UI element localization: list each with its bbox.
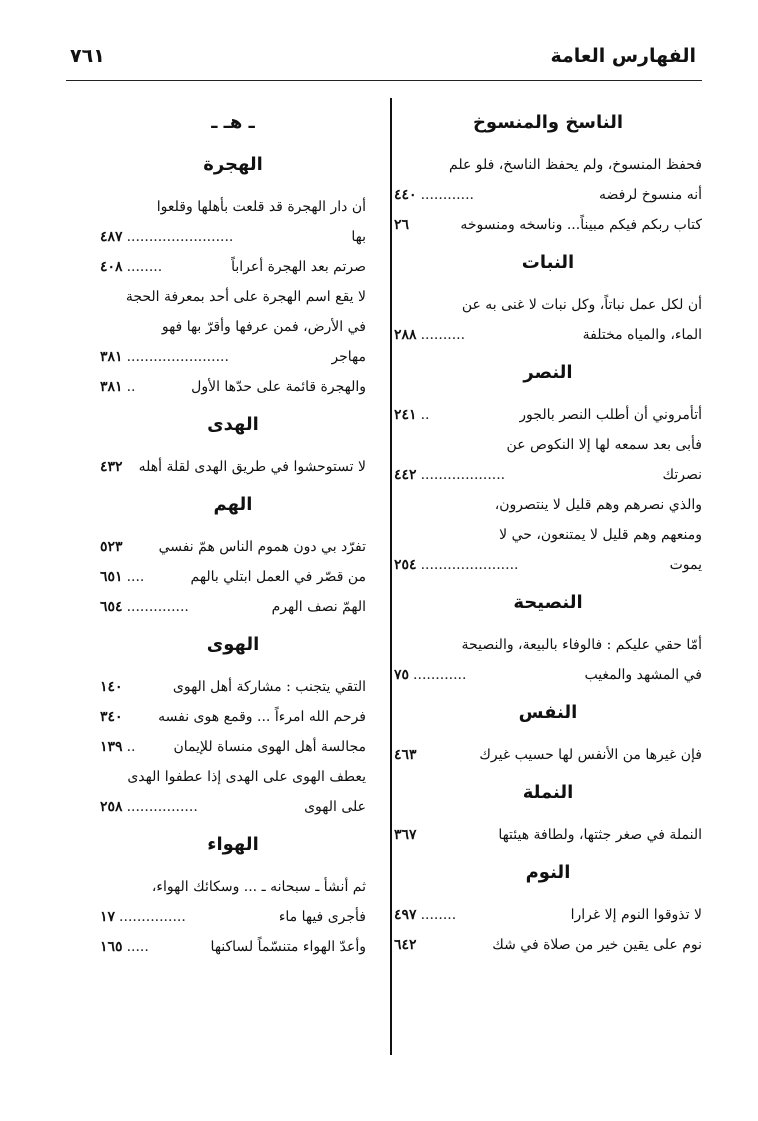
entry-locator [100, 732, 139, 762]
index-entry [100, 532, 366, 562]
entry-row [100, 732, 366, 762]
entry-text: أنه منسوخ لرفضه [598, 187, 702, 203]
entry-locator [100, 252, 166, 282]
entry-text: فحفظ المنسوخ، ولم يحفظ الناسخ، فلو علم [449, 157, 702, 173]
entry-text: صرتم بعد الهجرة أعراباً [231, 259, 366, 275]
entry-text: يعطف الهوى على الهدى إذا عطفوا الهدى [127, 769, 366, 785]
entry-text: لا تذوقوا النوم إلا غرارا [570, 907, 702, 923]
entry-text: بها [351, 229, 366, 245]
page-reference: ٣٨١ [100, 349, 123, 365]
index-entry [394, 740, 702, 770]
entry-row [100, 342, 366, 372]
index-entry [394, 400, 702, 430]
page-reference: ٦٤٢ [394, 937, 417, 953]
entry-locator [394, 660, 470, 690]
entry-text: يموت [669, 557, 702, 573]
index-entry [100, 252, 366, 282]
entry-row [100, 252, 366, 282]
index-entry [100, 562, 366, 592]
page-reference: ١٣٩ [100, 739, 123, 755]
entry-row [100, 702, 366, 732]
entry-row [394, 900, 702, 930]
section-heading: الهم [213, 494, 253, 515]
entry-row [100, 372, 366, 402]
leader-dots: ..... [126, 939, 149, 955]
page-reference: ٤٠٨ [100, 259, 123, 275]
entry-locator [100, 532, 123, 562]
page-reference: ٤٨٧ [100, 229, 123, 245]
page-reference: ٤٩٧ [394, 907, 417, 923]
page-header [70, 38, 696, 74]
entry-locator [100, 902, 190, 932]
index-entry [394, 490, 702, 580]
entry-locator [394, 180, 478, 210]
page-reference: ٤٤٠ [394, 187, 417, 203]
entry-text: نوم على يقين خير من صلاة في شك [492, 937, 702, 953]
entry-locator [394, 400, 433, 430]
leader-dots: ........................ [126, 229, 234, 245]
entry-row [394, 180, 702, 210]
entry-text: فرحم الله امرءاً ... وقمع هوى نفسه [158, 709, 366, 725]
column-divider [390, 98, 392, 1055]
page-reference: ٦٥٤ [100, 599, 123, 615]
entry-text: الهمّ نصف الهرم [271, 599, 366, 615]
leader-dots: ............ [413, 667, 467, 683]
page-reference: ٥٢٣ [100, 539, 123, 555]
page-reference: ٧٥ [394, 667, 410, 683]
entry-text: التقي يتجنب : مشاركة أهل الهوى [172, 679, 366, 695]
section-heading: ـ هـ ـ [211, 112, 255, 133]
index-entry [394, 290, 702, 350]
entry-text: أن لكل عمل نباتاً، وكل نبات لا غنى به عن [461, 297, 702, 313]
entry-locator [100, 342, 233, 372]
section-heading: الهواء [207, 834, 259, 855]
entry-text: ثم أنشأ ـ سبحانه ـ ... وسكائك الهواء، [151, 879, 366, 895]
index-entry [394, 150, 702, 210]
index-entry [394, 820, 702, 850]
entry-row [394, 820, 702, 850]
leader-dots: ........ [126, 259, 163, 275]
entry-text: على الهوى [304, 799, 366, 815]
section-heading: الهوى [206, 634, 260, 655]
entry-row [394, 460, 702, 490]
leader-dots: ............ [420, 187, 474, 203]
entry-locator [100, 592, 193, 622]
leader-dots: .... [126, 569, 145, 585]
page-reference: ٤٤٢ [394, 467, 417, 483]
entry-text: وأعدّ الهواء متنسّماً لساكنها [210, 939, 366, 955]
index-entry [100, 702, 366, 732]
entry-text: أتأمروني أن أطلب النصر بالجور [519, 407, 702, 423]
index-entry [100, 282, 366, 372]
page-reference: ٢٤١ [394, 407, 417, 423]
entry-text: تفرّد بي دون هموم الناس همّ نفسي [158, 539, 366, 555]
entry-text: والذي نصرهم وهم قليل لا ينتصرون، [494, 497, 702, 513]
entry-row [100, 452, 366, 482]
section-heading: الهجرة [203, 154, 263, 175]
page-reference: ٣٤٠ [100, 709, 123, 725]
index-entry [100, 762, 366, 822]
running-title: الفهارس العامة [550, 45, 696, 67]
entry-text: من قصّر في العمل ابتلي بالهم [190, 569, 366, 585]
entry-row [394, 740, 702, 770]
entry-locator [100, 702, 123, 732]
entry-text: فأبى بعد سمعه لها إلا النكوص عن [506, 437, 702, 453]
entry-row [100, 902, 366, 932]
section-heading: النبات [521, 252, 575, 273]
index-entry [100, 592, 366, 622]
entry-row [100, 562, 366, 592]
index-entry [100, 872, 366, 932]
entry-locator [394, 460, 509, 490]
entry-text: كتاب ربكم فيكم مبيناً... وناسخه ومنسوخه [460, 217, 702, 233]
leader-dots: .. [126, 379, 136, 395]
header-rule [66, 80, 702, 81]
right-column [394, 100, 702, 1061]
entry-locator [394, 900, 460, 930]
entry-text: النملة في صغر جثتها، ولطافة هيئتها [498, 827, 702, 843]
page-reference: ٢٨٨ [394, 327, 417, 343]
page-reference: ١٤٠ [100, 679, 123, 695]
entry-row [100, 592, 366, 622]
entry-text: في الأرض، فمن عرفها وأقرّ بها فهو [161, 319, 366, 335]
index-entry [100, 372, 366, 402]
page-reference: ٢٥٤ [394, 557, 417, 573]
section-heading: النملة [522, 782, 574, 803]
entry-locator [394, 550, 522, 580]
index-entry [394, 900, 702, 930]
index-entry [100, 732, 366, 762]
page-reference: ٤٦٣ [394, 747, 417, 763]
page-reference: ١٧ [100, 909, 116, 925]
entry-locator [100, 932, 153, 962]
index-entry [100, 672, 366, 702]
entry-locator [100, 562, 148, 592]
entry-row [394, 320, 702, 350]
leader-dots: ................... [420, 467, 506, 483]
entry-locator [394, 210, 409, 240]
index-entry [394, 630, 702, 690]
entry-row [100, 932, 366, 962]
entry-locator [394, 740, 417, 770]
section-heading: النفس [518, 702, 578, 723]
entry-row [100, 222, 366, 252]
entry-row [394, 210, 702, 240]
leader-dots: .............. [126, 599, 189, 615]
entry-row [394, 400, 702, 430]
leader-dots: ................ [126, 799, 198, 815]
index-entry [100, 192, 366, 252]
entry-locator [394, 820, 417, 850]
entry-row [394, 550, 702, 580]
entry-text: لا تستوحشوا في طريق الهدى لقلة أهله [138, 459, 366, 475]
entry-text: فإن غيرها من الأنفس لها حسيب غيرك [479, 747, 702, 763]
leader-dots: ........ [420, 907, 457, 923]
entry-text: نصرتك [662, 467, 702, 483]
leader-dots: .. [420, 407, 430, 423]
entry-row [100, 792, 366, 822]
entry-row [100, 532, 366, 562]
section-heading: النوم [525, 862, 571, 883]
entry-text: ومنعهم وهم قليل لا يمتنعون، حي لا [499, 527, 702, 543]
entry-row [100, 672, 366, 702]
index-entry [100, 932, 366, 962]
entry-locator [100, 672, 123, 702]
left-column [100, 100, 366, 1061]
page-reference: ٤٣٢ [100, 459, 123, 475]
entry-locator [100, 222, 237, 252]
section-heading: النصر [523, 362, 573, 383]
entry-text: فأجرى فيها ماء [278, 909, 366, 925]
index-entry [394, 430, 702, 490]
section-heading: النصيحة [513, 592, 583, 613]
page-reference: ٦٥١ [100, 569, 123, 585]
index-entry [394, 930, 702, 960]
entry-locator [100, 792, 202, 822]
page-reference: ١٦٥ [100, 939, 123, 955]
entry-text: والهجرة قائمة على حدّها الأول [191, 379, 366, 395]
leader-dots: ....................... [126, 349, 229, 365]
page-reference: ٣٨١ [100, 379, 123, 395]
entry-locator [394, 930, 417, 960]
entry-locator [100, 452, 123, 482]
entry-text: مهاجر [331, 349, 366, 365]
entry-text: أمّا حقي عليكم : فالوفاء بالبيعة، والنصيحة [461, 637, 702, 653]
page-number: ٧٦١ [70, 45, 105, 67]
entry-text: الماء، والمياه مختلفة [582, 327, 702, 343]
section-heading: الناسخ والمنسوخ [472, 112, 624, 133]
entry-row [394, 660, 702, 690]
page-reference: ٣٦٧ [394, 827, 417, 843]
entry-text: لا يقع اسم الهجرة على أحد بمعرفة الحجة [125, 289, 366, 305]
entry-text: أن دار الهجرة قد قلعت بأهلها وقلعوا [156, 199, 366, 215]
entry-locator [394, 320, 469, 350]
page-reference: ٢٦ [394, 217, 410, 233]
page-reference: ٢٥٨ [100, 799, 123, 815]
entry-text: مجالسة أهل الهوى منساة للإيمان [173, 739, 366, 755]
leader-dots: ...................... [420, 557, 519, 573]
index-entry [394, 210, 702, 240]
section-heading: الهدى [207, 414, 259, 435]
index-entry [100, 452, 366, 482]
leader-dots: .. [126, 739, 136, 755]
entry-locator [100, 372, 139, 402]
leader-dots: ............... [119, 909, 186, 925]
leader-dots: .......... [420, 327, 466, 343]
entry-text: في المشهد والمغيب [584, 667, 702, 683]
entry-row [394, 930, 702, 960]
